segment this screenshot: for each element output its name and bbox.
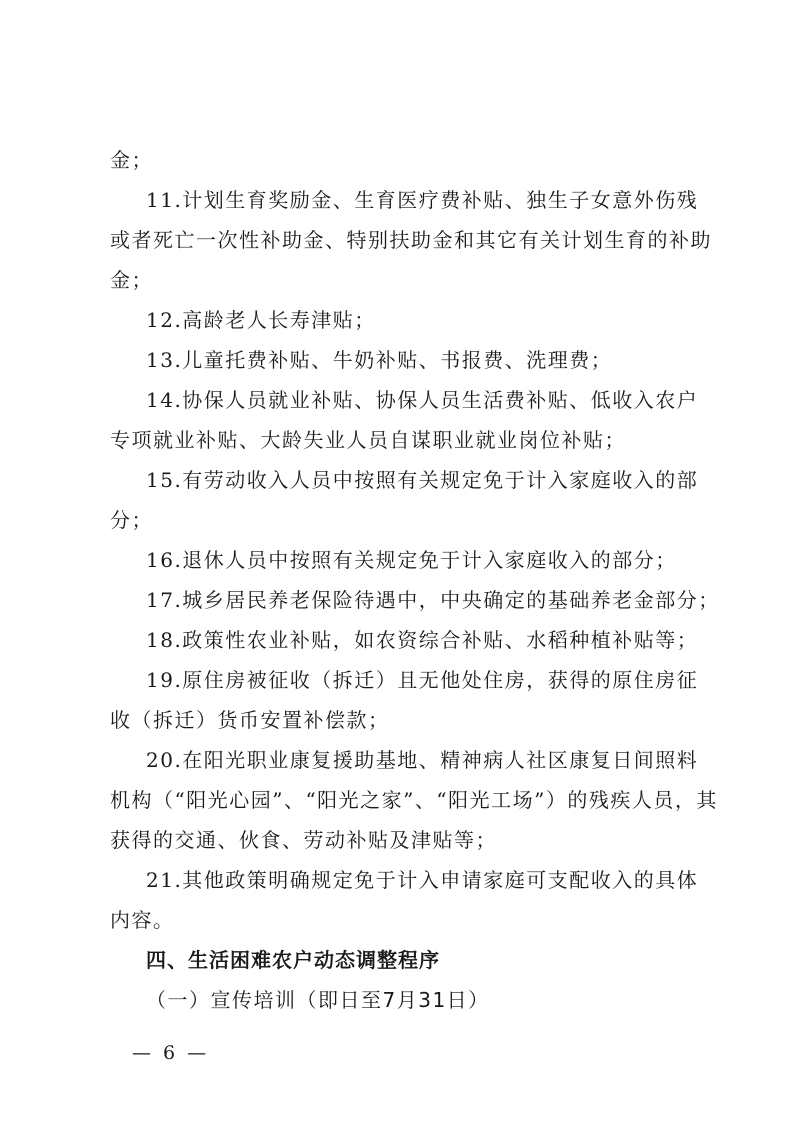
text-line: 获得的交通、伙食、劳动补贴及津贴等；	[110, 828, 497, 852]
list-item-18: 18.政策性农业补贴，如农资综合补贴、水稻种植补贴等；	[146, 628, 699, 652]
list-item-12: 12.高龄老人长寿津贴；	[146, 308, 376, 332]
text-line: 内容。	[110, 908, 175, 932]
text-line: 收（拆迁）货币安置补偿款；	[110, 708, 390, 732]
list-item-14: 14.协保人员就业补贴、协保人员生活费补贴、低收入农户	[146, 388, 699, 412]
list-item-21: 21.其他政策明确规定免于计入申请家庭可支配收入的具体	[146, 868, 699, 892]
text-line: 机构（“阳光心园”、“阳光之家”、“阳光工场”）的残疾人员，其	[110, 788, 718, 812]
list-item-13: 13.儿童托费补贴、牛奶补贴、书报费、洗理费；	[146, 348, 613, 372]
list-item-20: 20.在阳光职业康复援助基地、精神病人社区康复日间照料	[146, 748, 699, 772]
text-line: 金；	[110, 148, 153, 172]
section-heading: 四、生活困难农户动态调整程序	[146, 948, 440, 972]
list-item-17: 17.城乡居民养老保险待遇中，中央确定的基础养老金部分；	[146, 588, 720, 612]
text-line: 或者死亡一次性补助金、特别扶助金和其它有关计划生育的补助	[110, 228, 712, 252]
list-item-15: 15.有劳动收入人员中按照有关规定免于计入家庭收入的部	[146, 468, 699, 492]
list-item-11: 11.计划生育奖励金、生育医疗费补贴、独生子女意外伤残	[146, 188, 699, 212]
text-line: 专项就业补贴、大龄失业人员自谋职业就业岗位补贴；	[110, 428, 626, 452]
subsection-heading: （一）宣传培训（即日至7月31日）	[146, 988, 490, 1012]
page-number: — 6 —	[132, 1042, 210, 1064]
text-line: 分；	[110, 508, 153, 532]
text-line: 金；	[110, 268, 153, 292]
list-item-19: 19.原住房被征收（拆迁）且无他处住房，获得的原住房征	[146, 668, 699, 692]
list-item-16: 16.退休人员中按照有关规定免于计入家庭收入的部分；	[146, 548, 677, 572]
